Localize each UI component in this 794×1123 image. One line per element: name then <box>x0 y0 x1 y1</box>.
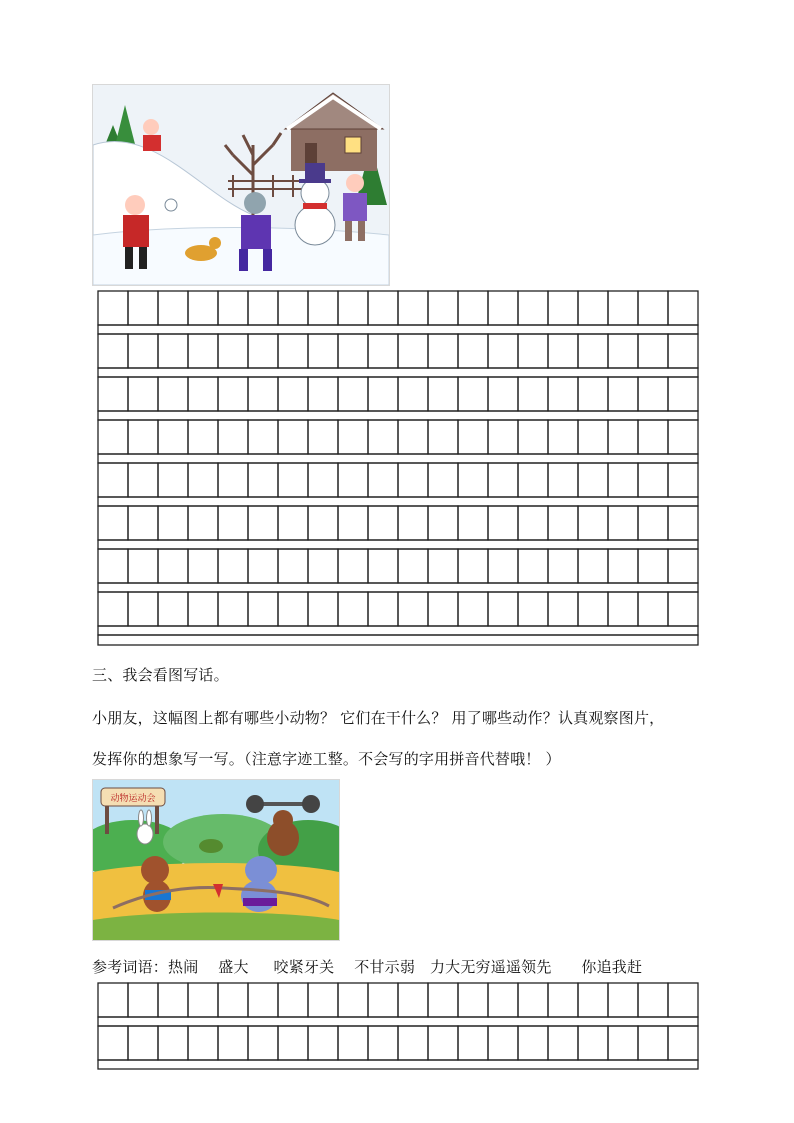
grid-row <box>98 1026 698 1069</box>
grid-cell[interactable] <box>308 291 338 325</box>
grid-cell[interactable] <box>638 334 668 368</box>
grid-cell[interactable] <box>278 334 308 368</box>
grid-cell[interactable] <box>608 549 638 583</box>
grid-row <box>98 549 698 592</box>
grid-cell[interactable] <box>488 1026 518 1060</box>
grid-cell[interactable] <box>608 334 638 368</box>
grid-cell[interactable] <box>338 983 368 1017</box>
grid-cell[interactable] <box>368 334 398 368</box>
grid-cell[interactable] <box>158 983 188 1017</box>
grid-cell[interactable] <box>458 334 488 368</box>
grid-cell[interactable] <box>278 463 308 497</box>
grid-cell[interactable] <box>548 1026 578 1060</box>
grid-cell[interactable] <box>278 983 308 1017</box>
grid-cell[interactable] <box>458 592 488 626</box>
grid-cell[interactable] <box>368 463 398 497</box>
grid-cell[interactable] <box>578 506 608 540</box>
grid-cell[interactable] <box>608 377 638 411</box>
grid-cell[interactable] <box>158 506 188 540</box>
grid-cell[interactable] <box>488 983 518 1017</box>
grid-cell[interactable] <box>98 334 128 368</box>
grid-row <box>98 334 698 377</box>
grid-cell[interactable] <box>518 334 548 368</box>
grid-cell[interactable] <box>128 983 158 1017</box>
grid-cell[interactable] <box>308 420 338 454</box>
grid-cell[interactable] <box>668 549 698 583</box>
grid-cell[interactable] <box>428 549 458 583</box>
row-separator <box>98 454 698 463</box>
grid-row <box>98 420 698 463</box>
grid-cell[interactable] <box>428 334 458 368</box>
grid-cell[interactable] <box>428 592 458 626</box>
grid-cell[interactable] <box>338 463 368 497</box>
grid-cell[interactable] <box>458 420 488 454</box>
grid-cell[interactable] <box>338 549 368 583</box>
grid-cell[interactable] <box>458 463 488 497</box>
grid-cell[interactable] <box>608 420 638 454</box>
grid-cell[interactable] <box>128 506 158 540</box>
grid-cell[interactable] <box>578 334 608 368</box>
grid-row <box>98 592 698 635</box>
grid-cell[interactable] <box>608 983 638 1017</box>
grid-cell[interactable] <box>518 506 548 540</box>
grid-cell[interactable] <box>608 506 638 540</box>
grid-cell[interactable] <box>158 291 188 325</box>
grid-row <box>98 463 698 506</box>
grid-cell[interactable] <box>188 1026 218 1060</box>
grid-cell[interactable] <box>98 506 128 540</box>
grid-cell[interactable] <box>458 506 488 540</box>
grid-cell[interactable] <box>308 506 338 540</box>
grid-cell[interactable] <box>98 592 128 626</box>
grid-cell[interactable] <box>218 549 248 583</box>
grid-cell[interactable] <box>218 592 248 626</box>
grid-cell[interactable] <box>488 592 518 626</box>
grid-cell[interactable] <box>338 291 368 325</box>
grid-cell[interactable] <box>188 506 218 540</box>
grid-cell[interactable] <box>188 549 218 583</box>
reference-words <box>92 956 642 977</box>
grid-cell[interactable] <box>578 983 608 1017</box>
grid-cell[interactable] <box>128 549 158 583</box>
grid-cell[interactable] <box>488 549 518 583</box>
grid-cell[interactable] <box>488 334 518 368</box>
grid-cell[interactable] <box>458 1026 488 1060</box>
grid-cell[interactable] <box>608 1026 638 1060</box>
grid-cell[interactable] <box>638 549 668 583</box>
grid-cell[interactable] <box>278 549 308 583</box>
grid-cell[interactable] <box>218 377 248 411</box>
grid-cell[interactable] <box>578 1026 608 1060</box>
row-separator <box>98 411 698 420</box>
grid-cell[interactable] <box>668 463 698 497</box>
grid-cell[interactable] <box>338 1026 368 1060</box>
grid-cell[interactable] <box>158 463 188 497</box>
grid-cell[interactable] <box>488 463 518 497</box>
grid-cell[interactable] <box>248 463 278 497</box>
row-separator <box>98 583 698 592</box>
word: 遥遥领先 <box>490 958 552 976</box>
grid-cell[interactable] <box>398 592 428 626</box>
grid-cell[interactable] <box>368 983 398 1017</box>
section-heading: 三、我会看图写话。 <box>92 666 229 684</box>
winter-scene-illustration <box>92 84 390 286</box>
grid-cell[interactable] <box>458 983 488 1017</box>
grid-cell[interactable] <box>98 377 128 411</box>
grid-cell[interactable] <box>98 1026 128 1060</box>
grid-cell[interactable] <box>488 506 518 540</box>
row-separator <box>98 540 698 549</box>
grid-cell[interactable] <box>248 1026 278 1060</box>
grid-cell[interactable] <box>158 377 188 411</box>
grid-cell[interactable] <box>248 420 278 454</box>
grid-cell[interactable] <box>188 983 218 1017</box>
grid-cell[interactable] <box>608 291 638 325</box>
grid-cell[interactable] <box>158 334 188 368</box>
writing-grid-2 <box>96 982 700 1064</box>
grid-cell[interactable] <box>548 592 578 626</box>
grid-cell[interactable] <box>278 420 308 454</box>
grid-cell[interactable] <box>368 549 398 583</box>
grid-cell[interactable] <box>128 377 158 411</box>
grid-cell[interactable] <box>188 420 218 454</box>
grid-cell[interactable] <box>128 420 158 454</box>
grid-row <box>98 506 698 549</box>
grid-cell[interactable] <box>638 420 668 454</box>
row-separator <box>98 497 698 506</box>
grid-cell[interactable] <box>128 291 158 325</box>
grid-cell[interactable] <box>518 592 548 626</box>
word: 盛大 <box>218 958 249 976</box>
grid-cell[interactable] <box>218 420 248 454</box>
grid-cell[interactable] <box>338 592 368 626</box>
grid-cell[interactable] <box>518 463 548 497</box>
grid-cell[interactable] <box>338 377 368 411</box>
grid-cell[interactable] <box>668 506 698 540</box>
grid-cell[interactable] <box>188 334 218 368</box>
grid-cell[interactable] <box>488 377 518 411</box>
grid-cell[interactable] <box>338 334 368 368</box>
grid-cell[interactable] <box>398 506 428 540</box>
grid-cell[interactable] <box>128 334 158 368</box>
grid-cell[interactable] <box>548 420 578 454</box>
word: 你追我赶 <box>581 958 643 976</box>
grid-cell[interactable] <box>578 377 608 411</box>
grid-cell[interactable] <box>668 291 698 325</box>
grid-cell[interactable] <box>158 592 188 626</box>
sign-text: 动物运动会 <box>110 794 156 804</box>
grid-cell[interactable] <box>158 549 188 583</box>
grid-cell[interactable] <box>218 291 248 325</box>
grid-row <box>98 377 698 420</box>
grid-cell[interactable] <box>368 420 398 454</box>
grid-cell[interactable] <box>428 377 458 411</box>
grid-cell[interactable] <box>488 291 518 325</box>
grid-cell[interactable] <box>458 549 488 583</box>
grid-cell[interactable] <box>518 291 548 325</box>
row-separator <box>98 325 698 334</box>
grid-cell[interactable] <box>158 420 188 454</box>
grid-cell[interactable] <box>398 983 428 1017</box>
grid-cell[interactable] <box>98 463 128 497</box>
grid-cell[interactable] <box>548 463 578 497</box>
grid-cell[interactable] <box>278 592 308 626</box>
prompt-line-2: 发挥你的想象写一写。（注意字迹工整。不会写的字用拼音代替哦！ ） <box>92 750 561 768</box>
row-separator <box>98 368 698 377</box>
grid-cell[interactable] <box>98 420 128 454</box>
grid-cell[interactable] <box>218 983 248 1017</box>
grid-cell[interactable] <box>188 592 218 626</box>
grid-cell[interactable] <box>578 592 608 626</box>
grid-cell[interactable] <box>638 377 668 411</box>
grid-cell[interactable] <box>548 506 578 540</box>
word: 力大无穷 <box>429 958 491 976</box>
grid-cell[interactable] <box>248 291 278 325</box>
grid-cell[interactable] <box>428 291 458 325</box>
row-separator <box>98 1060 698 1069</box>
grid-cell[interactable] <box>578 549 608 583</box>
grid-cell[interactable] <box>548 334 578 368</box>
grid-cell[interactable] <box>278 1026 308 1060</box>
grid-cell[interactable] <box>368 1026 398 1060</box>
grid-cell[interactable] <box>638 983 668 1017</box>
reference-words-label: 参考词语： <box>92 958 169 976</box>
grid-cell[interactable] <box>668 1026 698 1060</box>
grid-cell[interactable] <box>398 463 428 497</box>
grid-cell[interactable] <box>308 1026 338 1060</box>
grid-cell[interactable] <box>548 549 578 583</box>
grid-cell[interactable] <box>278 377 308 411</box>
grid-cell[interactable] <box>248 592 278 626</box>
grid-cell[interactable] <box>458 377 488 411</box>
grid-cell[interactable] <box>548 291 578 325</box>
grid-cell[interactable] <box>128 463 158 497</box>
grid-cell[interactable] <box>398 377 428 411</box>
grid-cell[interactable] <box>308 592 338 626</box>
grid-cell[interactable] <box>608 592 638 626</box>
grid-cell[interactable] <box>188 291 218 325</box>
grid-cell[interactable] <box>218 463 248 497</box>
grid-cell[interactable] <box>248 506 278 540</box>
grid-cell[interactable] <box>278 506 308 540</box>
grid-cell[interactable] <box>518 1026 548 1060</box>
grid-row <box>98 983 698 1026</box>
grid-cell[interactable] <box>428 463 458 497</box>
grid-cell[interactable] <box>608 463 638 497</box>
grid-cell[interactable] <box>548 377 578 411</box>
row-separator <box>98 626 698 635</box>
grid-cell[interactable] <box>668 334 698 368</box>
grid-cell[interactable] <box>458 291 488 325</box>
grid-cell[interactable] <box>308 334 338 368</box>
grid-cell[interactable] <box>218 506 248 540</box>
grid-cell[interactable] <box>668 983 698 1017</box>
grid-cell[interactable] <box>638 592 668 626</box>
grid-cell[interactable] <box>428 420 458 454</box>
grid-cell[interactable] <box>308 377 338 411</box>
grid-cell[interactable] <box>668 592 698 626</box>
grid-cell[interactable] <box>578 291 608 325</box>
grid-cell[interactable] <box>338 420 368 454</box>
grid-cell[interactable] <box>638 291 668 325</box>
grid-cell[interactable] <box>218 1026 248 1060</box>
writing-grid-1 <box>96 290 700 654</box>
grid-cell[interactable] <box>188 377 218 411</box>
grid-cell[interactable] <box>398 1026 428 1060</box>
grid-cell[interactable] <box>218 334 248 368</box>
grid-cell[interactable] <box>638 463 668 497</box>
grid-cell[interactable] <box>668 377 698 411</box>
grid-bottom-band <box>98 635 698 645</box>
grid-cell[interactable] <box>308 549 338 583</box>
prompt-line-1: 小朋友，这幅图上都有哪些小动物？ 它们在干什么？ 用了哪些动作？认真观察图片， <box>92 709 665 727</box>
grid-cell[interactable] <box>128 592 158 626</box>
grid-cell[interactable] <box>428 1026 458 1060</box>
grid-cell[interactable] <box>518 377 548 411</box>
grid-cell[interactable] <box>248 549 278 583</box>
grid-cell[interactable] <box>398 549 428 583</box>
grid-cell[interactable] <box>428 983 458 1017</box>
grid-cell[interactable] <box>518 983 548 1017</box>
grid-cell[interactable] <box>248 983 278 1017</box>
grid-cell[interactable] <box>308 463 338 497</box>
grid-cell[interactable] <box>518 549 548 583</box>
grid-cell[interactable] <box>638 1026 668 1060</box>
grid-cell[interactable] <box>368 506 398 540</box>
grid-cell[interactable] <box>518 420 548 454</box>
row-separator <box>98 1017 698 1026</box>
grid-cell[interactable] <box>488 420 518 454</box>
grid-cell[interactable] <box>368 291 398 325</box>
animal-sports-illustration <box>92 779 340 941</box>
grid-cell[interactable] <box>98 983 128 1017</box>
grid-cell[interactable] <box>398 334 428 368</box>
grid-cell[interactable] <box>578 463 608 497</box>
grid-cell[interactable] <box>158 1026 188 1060</box>
grid-cell[interactable] <box>548 983 578 1017</box>
grid-cell[interactable] <box>338 506 368 540</box>
grid-cell[interactable] <box>98 291 128 325</box>
grid-cell[interactable] <box>368 377 398 411</box>
grid-cell[interactable] <box>368 592 398 626</box>
word: 咬紧牙关 <box>273 958 335 976</box>
grid-cell[interactable] <box>188 463 218 497</box>
grid-cell[interactable] <box>128 1026 158 1060</box>
grid-cell[interactable] <box>668 420 698 454</box>
grid-cell[interactable] <box>248 334 278 368</box>
grid-cell[interactable] <box>638 506 668 540</box>
grid-row <box>98 291 698 334</box>
grid-cell[interactable] <box>278 291 308 325</box>
grid-cell[interactable] <box>578 420 608 454</box>
grid-cell[interactable] <box>248 377 278 411</box>
grid-cell[interactable] <box>398 291 428 325</box>
word: 不甘示弱 <box>354 958 416 976</box>
grid-cell[interactable] <box>428 506 458 540</box>
grid-cell[interactable] <box>398 420 428 454</box>
word: 热闹 <box>168 958 199 976</box>
grid-cell[interactable] <box>98 549 128 583</box>
grid-cell[interactable] <box>308 983 338 1017</box>
